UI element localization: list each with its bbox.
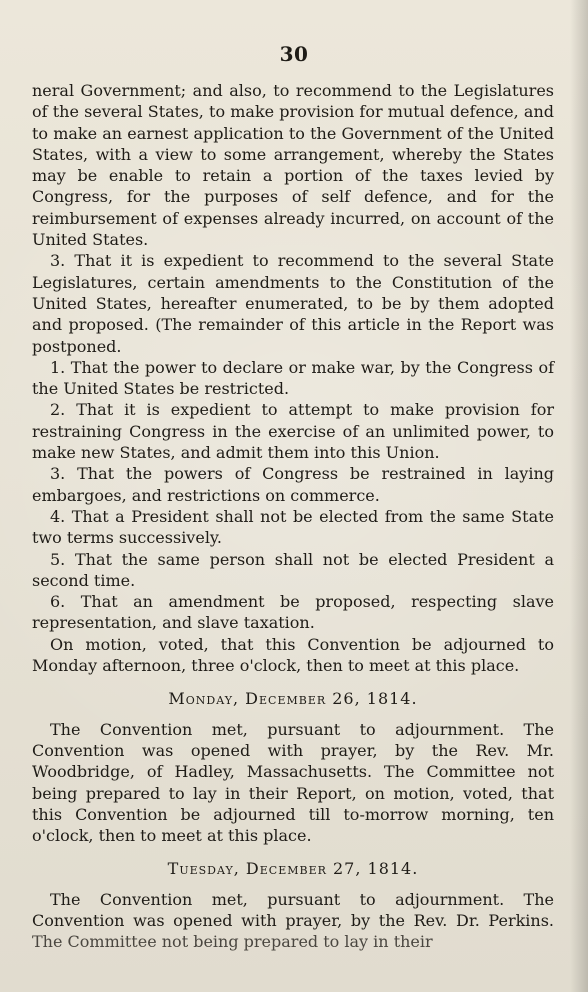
continuation-paragraph: neral Government; and also, to recommend to the Legislatures of the several States, to make provision for mutual defence, and to make an earnest application to the Government of the United States, with a view to some arrangement, whereby the States may be enable to retain a portion of the taxes levied by Congress, for the purposes of self defence, and for the reimbursement of expenses already incurred, on account of the United States. [32, 81, 554, 250]
page-number: 30 [279, 42, 309, 66]
tuesday-paragraph [32, 889, 554, 953]
amendment-item-1: 1. That the power to declare or make war, by the Congress of the United States be restricted. [32, 357, 554, 399]
amendment-item-4: 4. That a President shall not be elected from the same State two terms successively. [32, 506, 554, 548]
resolution-paragraph: 3. That it is expedient to recommend to the several State Legislatures, certain amendments to the Constitution of the United States, hereafter enumerated, to be by them adopted and proposed. (The remainder of this article in the Report was postponed. [32, 251, 554, 356]
amendment-list [32, 357, 554, 634]
monday-heading: Monday, December 26, 1814. [168, 689, 418, 709]
monday-paragraph: The Convention met, pursuant to adjournment. The Convention was opened with prayer, by the Rev. Mr. Woodbridge, of Hadley, Massachusetts. The Committee not being prepared to lay in their Report, on motion, voted, that this Convention be adjourned till to-morrow morning, ten o'clock, then to meet at this place. [32, 719, 554, 846]
amendment-item-5: 5. That the same person shall not be elected President a second time. [32, 549, 554, 590]
document-body [32, 80, 554, 953]
amendment-item-3: 3. That the powers of Congress be restrained in laying embargoes, and restrictions on commerce. [32, 464, 554, 505]
page-edge-shadow [570, 0, 588, 992]
adjournment-motion: On motion, voted, that this Convention be adjourned to Monday afternoon, three o'clock, then to meet at this place. [32, 634, 554, 676]
amendment-item-2: 2. That it is expedient to attempt to make provision for restraining Congress in the exercise of an unlimited power, to make new States, and admit them into this Union. [32, 400, 554, 463]
amendment-item-6: 6. That an amendment be proposed, respecting slave representation, and slave taxation. [32, 592, 554, 633]
tuesday-paragraph-lead: The Convention met, pursuant to adjournment. The Convention was opened with prayer, by the Rev. Dr. Perkins. [32, 889, 554, 930]
tuesday-paragraph-tail: The Committee not being prepared to lay in their [32, 932, 433, 952]
tuesday-heading: Tuesday, December 27, 1814. [167, 859, 419, 879]
